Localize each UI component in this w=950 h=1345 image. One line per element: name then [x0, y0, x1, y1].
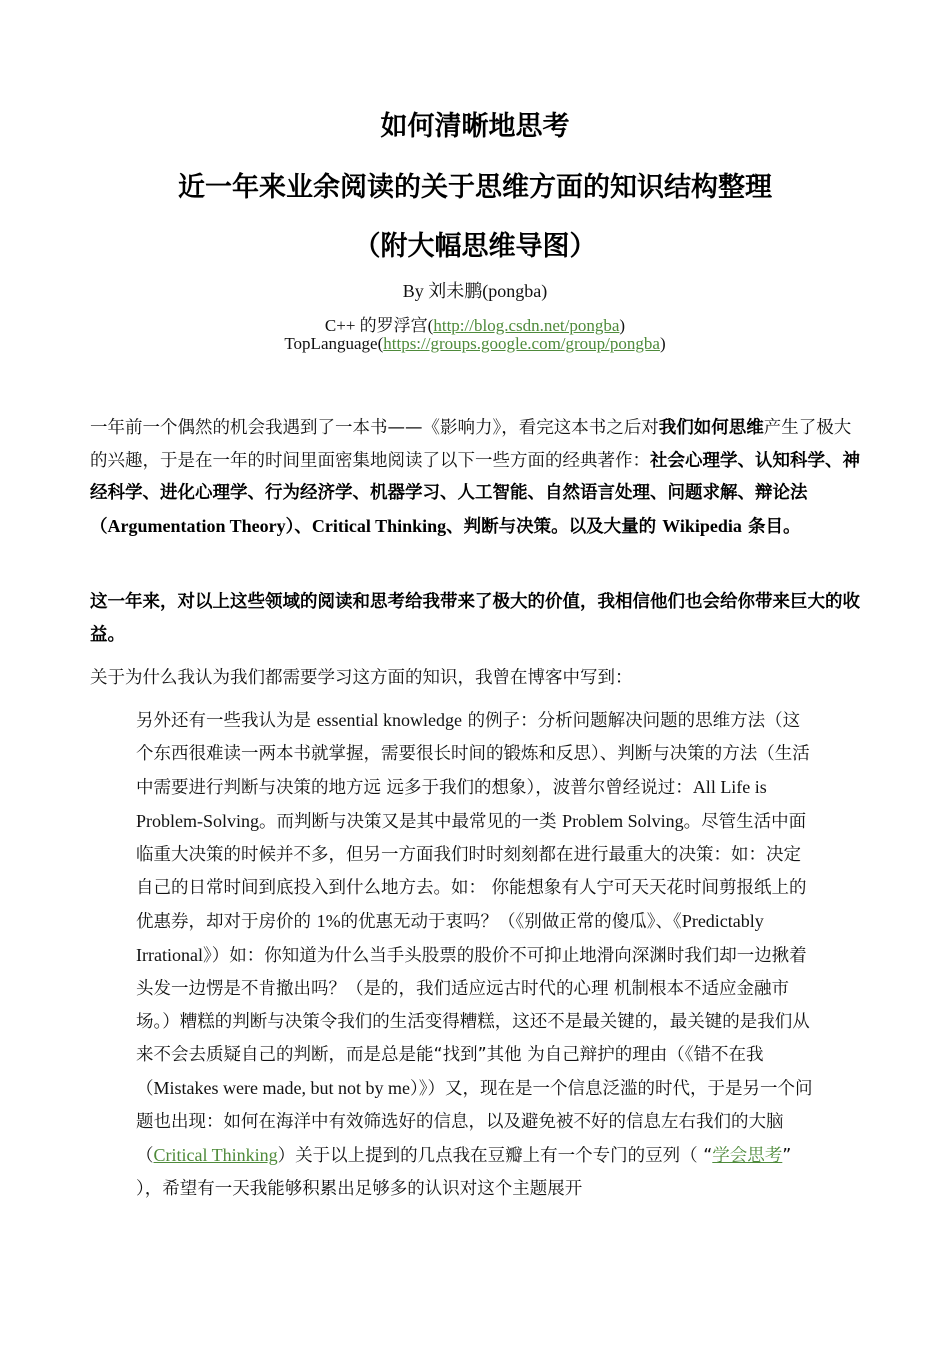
- blog-suffix: ): [619, 316, 626, 335]
- quote-text: 》）如：你知道为什么当手头股票的股价不可抑止地滑向深渊时我们却一边揪着头发一边愣是不肯撤出吗？（是的，我们适应远古时代的心理 机制根本不适应金融市场。）糟糕的判断与决策令我们的生活变得糟糕，这还不是最关键的，最关键的是我们从来不会去质疑自己的判断，而是总是能“找到”其他 为自己辩护的理由（《错不在我（: [136, 946, 810, 1099]
- fields-end: 条目。: [741, 516, 801, 537]
- quote-en: Problem Solving: [562, 811, 684, 831]
- intro-paragraph: [90, 412, 862, 543]
- blog-link[interactable]: http://blog.csdn.net/pongba: [433, 316, 620, 335]
- group-line: [0, 334, 950, 354]
- blog-label: C++ 的罗浮宫(: [324, 316, 434, 335]
- fields-en-3: Wikipedia: [662, 515, 742, 536]
- author-line: By 刘未鹏(pongba): [402, 281, 548, 301]
- quote-text: 。而判断与决策又是其中最常见的一类: [259, 812, 563, 832]
- quote-text: 。尽管生活中面临重大决策的时候并不多，但另一方面我们时时刻刻都在进行最重大的决策：如：决定自己的日常时间到底投入到什么地方去。如： 你能想象有人宁可天天花时间剪报纸上的优惠券，却对于房价的: [136, 812, 807, 932]
- intro-text: 一年前一个偶然的机会我遇到了一本书——《影响力》，看完这本书之后对: [90, 418, 659, 438]
- fields-en: Argumentation Theory: [107, 515, 286, 536]
- douban-list-link[interactable]: 学会思考: [712, 1146, 783, 1166]
- critical-thinking-link[interactable]: Critical Thinking: [153, 1145, 278, 1165]
- quote-text: 的优惠无动于衷吗？（《别做正常的傻瓜》、《: [340, 912, 682, 932]
- fields-text-2: 、判断与决策。以及大量的: [446, 516, 663, 537]
- intro-bold: 我们如何思维: [658, 418, 764, 438]
- quote-en: Predictably Irrational: [136, 911, 764, 965]
- fields-text: 社会心理学、认知科学、神经科学、进化心理学、行为经济学、机器学习、人工智能、自然语言处理、问题求解、辩论法（: [90, 450, 860, 537]
- quote-en: essential knowledge: [316, 710, 463, 730]
- quote-en: All Life is Problem-Solving: [136, 777, 767, 831]
- quote-text: ）关于以上提到的几点我在豆瓣上有一个专门的豆列（ “: [277, 1146, 713, 1166]
- blog-line: [0, 311, 950, 336]
- quote-text: 另外还有一些我认为是: [136, 711, 317, 731]
- quote-en: Mistakes were made, but not by me: [153, 1078, 410, 1098]
- page-title: 如何清晰地思考: [380, 111, 570, 142]
- page-subtitle: 近一年来业余阅读的关于思维方面的知识结构整理: [178, 172, 772, 203]
- quote-en: 1%: [316, 911, 341, 931]
- intro-text-2: 产生了极大的兴趣，于是在一年的时间里面密集地阅读了以下一些方面的经典著作：: [90, 418, 852, 471]
- quote-text: ” ），希望有一天我能够积累出足够多的认识对这个主题展开: [136, 1146, 792, 1199]
- group-link[interactable]: https://groups.google.com/group/pongba: [383, 334, 660, 353]
- group-suffix: ): [659, 334, 666, 353]
- blog-intro-paragraph: 关于为什么我认为我们都需要学习这方面的知识，我曾在博客中写到：: [90, 668, 633, 688]
- fields-en-2: Critical Thinking: [311, 515, 447, 536]
- group-label: TopLanguage(: [284, 334, 384, 353]
- fields-sep: ）、: [285, 516, 312, 537]
- quote-text: 的例子：分析问题解决问题的思维方法（这个东西很难读一两本书就掌握，需要很长时间的锻炼和反思）、判断与决策的方法（生活中需要进行判断与决策的地方远 远多于我们的想象），波普尔曾经说过：: [136, 711, 810, 798]
- quote-text: ）》）又，现在是一个信息泛滥的时代，于是另一个问题也出现：如何在海洋中有效筛选好的信息，以及避免被不好的信息左右我们的大脑（: [136, 1079, 813, 1166]
- blockquote: [136, 704, 816, 1206]
- page-subtitle-note: （附大幅思维导图）: [353, 231, 597, 262]
- value-paragraph: 这一年来，对以上这些领域的阅读和思考给我带来了极大的价值，我相信他们也会给你带来巨大的收益。: [90, 592, 860, 645]
